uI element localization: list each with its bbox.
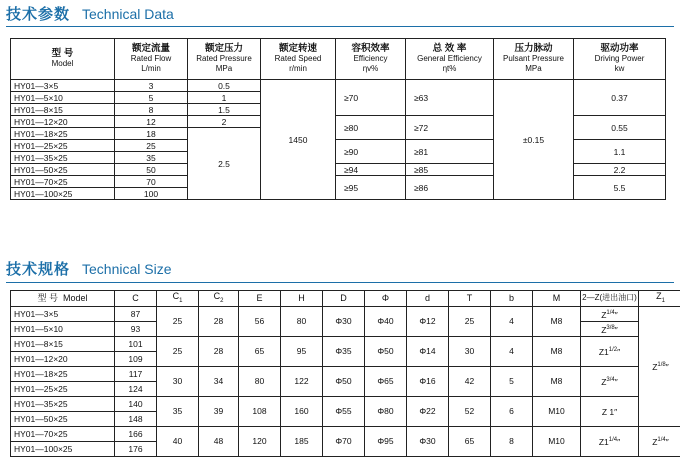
model-cell: HY01—12×20 xyxy=(11,116,115,128)
m-header: M xyxy=(533,291,581,307)
power-cell: 2.2 xyxy=(574,164,666,176)
e-cell: 65 xyxy=(239,336,281,366)
t-cell: 52 xyxy=(449,396,491,426)
pulsation-cell: ±0.15 xyxy=(494,80,574,200)
pressure-cell: 2 xyxy=(188,116,261,128)
h-cell: 185 xyxy=(281,426,323,456)
flow-cell: 35 xyxy=(115,152,188,164)
d-upper-header: D xyxy=(323,291,365,307)
m-cell: M8 xyxy=(533,306,581,336)
table-row xyxy=(11,396,680,411)
t-cell: 30 xyxy=(449,336,491,366)
t-cell: 42 xyxy=(449,366,491,396)
d-upper-cell: Φ30 xyxy=(323,306,365,336)
c-cell: 166 xyxy=(115,426,157,441)
b-cell: 4 xyxy=(491,306,533,336)
c2-cell: 28 xyxy=(199,336,239,366)
c-cell: 176 xyxy=(115,441,157,456)
c-cell: 109 xyxy=(115,351,157,366)
d-lower-cell: Φ16 xyxy=(407,366,449,396)
port-cell: $Z1^{1/4}''$ xyxy=(581,426,639,456)
c-cell: 140 xyxy=(115,396,157,411)
table-row xyxy=(11,426,680,441)
general-efficiency-cell: ≥85 xyxy=(406,164,494,176)
d-upper-cell: Φ55 xyxy=(323,396,365,426)
pulsant-pressure-header: 压力脉动 Pulsant Pressure MPa xyxy=(494,39,574,80)
c2-cell: 48 xyxy=(199,426,239,456)
model-cell: HY01—25×25 xyxy=(11,381,115,396)
h-cell: 160 xyxy=(281,396,323,426)
table-row xyxy=(11,306,680,321)
technical-size-title-cn: 技术规格 xyxy=(6,261,71,278)
c2-cell: 28 xyxy=(199,306,239,336)
h-cell: 80 xyxy=(281,306,323,336)
volumetric-efficiency-cell: ≥80 xyxy=(336,116,406,140)
model-cell: HY01—35×25 xyxy=(11,396,115,411)
t-cell: 25 xyxy=(449,306,491,336)
volumetric-efficiency-cell: ≥95 xyxy=(336,176,406,200)
b-cell: 4 xyxy=(491,336,533,366)
m-cell: M10 xyxy=(533,396,581,426)
model-cell: HY01—18×25 xyxy=(11,366,115,381)
pressure-cell: 2.5 xyxy=(188,128,261,200)
pressure-cell: 1.5 xyxy=(188,104,261,116)
z1-header: $Z_1$ xyxy=(639,291,680,307)
h-header: H xyxy=(281,291,323,307)
c2-cell: 34 xyxy=(199,366,239,396)
m-cell: M8 xyxy=(533,336,581,366)
table-header-row xyxy=(11,39,666,80)
volumetric-efficiency-cell: ≥90 xyxy=(336,140,406,164)
c-cell: 93 xyxy=(115,321,157,336)
flow-cell: 25 xyxy=(115,140,188,152)
e-cell: 56 xyxy=(239,306,281,336)
d-upper-cell: Φ35 xyxy=(323,336,365,366)
c1-cell: 35 xyxy=(157,396,199,426)
table-row xyxy=(11,336,680,351)
c-cell: 148 xyxy=(115,411,157,426)
rated-pressure-header: 额定压力 Rated Pressure MPa xyxy=(188,39,261,80)
model-cell: HY01—50×25 xyxy=(11,411,115,426)
power-cell: 5.5 xyxy=(574,176,666,200)
t-header: T xyxy=(449,291,491,307)
e-cell: 108 xyxy=(239,396,281,426)
table-row xyxy=(11,366,680,381)
flow-cell: 100 xyxy=(115,188,188,200)
table-row xyxy=(11,80,666,92)
flow-cell: 70 xyxy=(115,176,188,188)
power-cell: 0.37 xyxy=(574,80,666,116)
c-header: C xyxy=(115,291,157,307)
rated-flow-header: 额定流量 Rated Flow L/min xyxy=(115,39,188,80)
b-cell: 8 xyxy=(491,426,533,456)
model-header: 型 号 Model xyxy=(11,39,115,80)
z1-cell: $Z^{1/8}''$ xyxy=(639,306,680,426)
heading-divider xyxy=(6,282,674,283)
c2-cell: 39 xyxy=(199,396,239,426)
model-cell: HY01—100×25 xyxy=(11,441,115,456)
b-cell: 6 xyxy=(491,396,533,426)
general-efficiency-cell: ≥86 xyxy=(406,176,494,200)
technical-size-heading xyxy=(6,258,172,279)
port-cell: $Z^{1/4}''$ xyxy=(581,306,639,321)
port-cell: $Z^{3/4}''$ xyxy=(581,366,639,396)
c1-cell: 40 xyxy=(157,426,199,456)
z1-cell: $Z^{1/4}''$ xyxy=(639,426,680,456)
power-cell: 1.1 xyxy=(574,140,666,164)
d-lower-cell: Φ22 xyxy=(407,396,449,426)
volumetric-efficiency-cell: ≥94 xyxy=(336,164,406,176)
h-cell: 95 xyxy=(281,336,323,366)
model-cell: HY01—25×25 xyxy=(11,140,115,152)
model-cell: HY01—8×15 xyxy=(11,336,115,351)
rated-speed-header: 额定转速 Rated Speed r/min xyxy=(261,39,336,80)
e-cell: 80 xyxy=(239,366,281,396)
model-cell: HY01—3×5 xyxy=(11,306,115,321)
model-cell: HY01—50×25 xyxy=(11,164,115,176)
m-cell: M8 xyxy=(533,366,581,396)
c2-header: $C_2$ xyxy=(199,291,239,307)
d-upper-cell: Φ70 xyxy=(323,426,365,456)
port-cell: $Z^{3/8}''$ xyxy=(581,321,639,336)
model-cell: HY01—100×25 xyxy=(11,188,115,200)
d-lower-cell: Φ30 xyxy=(407,426,449,456)
flow-cell: 12 xyxy=(115,116,188,128)
flow-cell: 18 xyxy=(115,128,188,140)
driving-power-header: 驱动功率 Driving Power kw xyxy=(574,39,666,80)
port-cell: Z 1″ xyxy=(581,396,639,426)
flow-cell: 50 xyxy=(115,164,188,176)
model-cell: HY01—18×25 xyxy=(11,128,115,140)
c1-cell: 25 xyxy=(157,336,199,366)
c1-cell: 30 xyxy=(157,366,199,396)
table-header-row xyxy=(11,291,680,307)
c-cell: 117 xyxy=(115,366,157,381)
efficiency-header: 容积效率 Efficiency ηv% xyxy=(336,39,406,80)
model-header: 型 号 Model xyxy=(11,291,115,307)
model-cell: HY01—70×25 xyxy=(11,176,115,188)
c1-cell: 25 xyxy=(157,306,199,336)
flow-cell: 8 xyxy=(115,104,188,116)
d-upper-cell: Φ50 xyxy=(323,366,365,396)
general-efficiency-cell: ≥63 xyxy=(406,80,494,116)
phi-cell: Φ80 xyxy=(365,396,407,426)
port-cell: $Z1^{1/2}''$ xyxy=(581,336,639,366)
technical-data-table xyxy=(10,38,666,200)
t-cell: 65 xyxy=(449,426,491,456)
technical-data-heading xyxy=(6,3,174,24)
model-cell: HY01—3×5 xyxy=(11,80,115,92)
b-header: b xyxy=(491,291,533,307)
model-cell: HY01—70×25 xyxy=(11,426,115,441)
pressure-cell: 0.5 xyxy=(188,80,261,92)
technical-data-title-cn: 技术参数 xyxy=(6,6,71,23)
flow-cell: 5 xyxy=(115,92,188,104)
c-cell: 87 xyxy=(115,306,157,321)
c1-header: $C_1$ xyxy=(157,291,199,307)
technical-size-table xyxy=(10,290,680,457)
d-lower-cell: Φ14 xyxy=(407,336,449,366)
c-cell: 124 xyxy=(115,381,157,396)
e-header: E xyxy=(239,291,281,307)
m-cell: M10 xyxy=(533,426,581,456)
technical-data-title-en: Technical Data xyxy=(82,6,174,22)
speed-cell: 1450 xyxy=(261,80,336,200)
h-cell: 122 xyxy=(281,366,323,396)
model-cell: HY01—5×10 xyxy=(11,92,115,104)
pressure-cell: 1 xyxy=(188,92,261,104)
general-efficiency-header: 总 效 率 General Efficiency ηt% xyxy=(406,39,494,80)
general-efficiency-cell: ≥81 xyxy=(406,140,494,164)
technical-size-title-en: Technical Size xyxy=(82,261,172,277)
heading-divider xyxy=(6,26,674,27)
power-cell: 0.55 xyxy=(574,116,666,140)
volumetric-efficiency-cell: ≥70 xyxy=(336,80,406,116)
flow-cell: 3 xyxy=(115,80,188,92)
model-cell: HY01—5×10 xyxy=(11,321,115,336)
c-cell: 101 xyxy=(115,336,157,351)
port-header: 2—Z(进出油口) xyxy=(581,291,639,307)
model-cell: HY01—12×20 xyxy=(11,351,115,366)
phi-cell: Φ40 xyxy=(365,306,407,336)
phi-cell: Φ95 xyxy=(365,426,407,456)
general-efficiency-cell: ≥72 xyxy=(406,116,494,140)
b-cell: 5 xyxy=(491,366,533,396)
d-lower-cell: Φ12 xyxy=(407,306,449,336)
phi-cell: Φ65 xyxy=(365,366,407,396)
phi-cell: Φ50 xyxy=(365,336,407,366)
e-cell: 120 xyxy=(239,426,281,456)
d-lower-header: d xyxy=(407,291,449,307)
phi-header: Φ xyxy=(365,291,407,307)
model-cell: HY01—35×25 xyxy=(11,152,115,164)
model-cell: HY01—8×15 xyxy=(11,104,115,116)
